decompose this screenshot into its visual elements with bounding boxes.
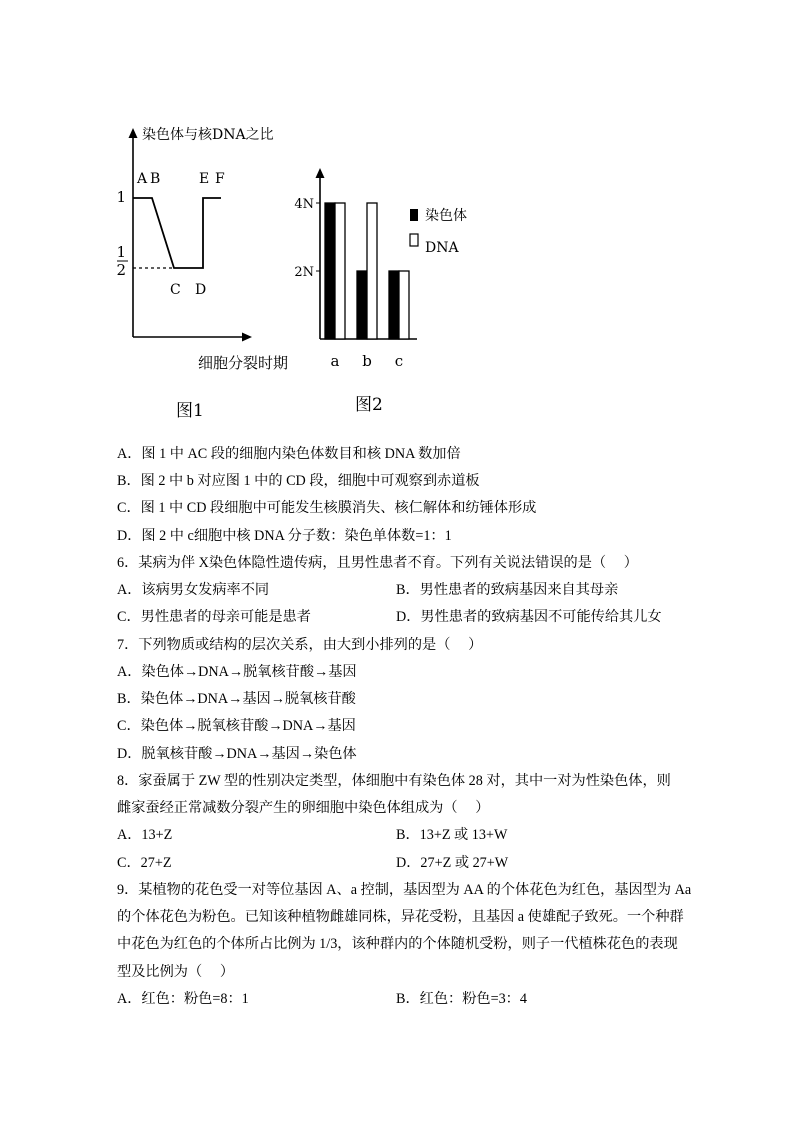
bar-b-dna	[367, 203, 377, 339]
fig2-y-ticks	[294, 197, 320, 280]
q8-stem-line-1: 8．家蚕属于 ZW 型的性别决定类型，体细胞中有染色体 28 对，其中一对为性染色体，则	[117, 773, 671, 789]
bar-c-dna	[399, 271, 409, 339]
ratio-curve	[133, 198, 221, 268]
q9-option-a: A．红色：粉色=8：1	[117, 991, 249, 1007]
bar-a-dna	[335, 203, 345, 339]
label-b: B	[150, 171, 161, 187]
q8-option-a: A．13+Z	[117, 827, 173, 843]
q6-option-a: A．该病男女发病率不同	[117, 582, 270, 598]
fig1-x-axis-title: 细胞分裂时期	[198, 354, 289, 372]
tick-one: 1	[116, 188, 126, 206]
fig2-caption: 图2	[355, 395, 383, 415]
tick-half-numerator: 1	[116, 243, 126, 261]
q9-stem-line-1: 9．某植物的花色受一对等位基因 A、a 控制，基因型为 AA 的个体花色为红色，基因型为 Aa	[117, 882, 692, 898]
q8-stem-line-2: 雌家蚕经正常减数分裂产生的卵细胞中染色体组成为（ ）	[117, 800, 490, 816]
label-d: D	[195, 282, 207, 298]
q9-stem-line-4: 型及比例为（ ）	[117, 964, 235, 980]
q9-option-b: B．红色：粉色=3：4	[396, 991, 527, 1007]
tick-label-4N: 4N	[294, 197, 314, 212]
category-label-b: b	[362, 352, 372, 370]
q8-option-d: D．27+Z 或 27+W	[396, 855, 509, 871]
q7-option-b: B．染色体→DNA→基因→脱氧核苷酸	[117, 691, 356, 707]
bar-c-chromosome	[389, 271, 399, 339]
label-a: A	[137, 171, 148, 187]
figure-2-bar-chart	[294, 162, 468, 424]
q5-option-c: C．图 1 中 CD 段细胞中可能发生核膜消失、核仁解体和纺锤体形成	[117, 500, 537, 516]
figure-2	[294, 162, 468, 424]
q7-option-d: D．脱氧核苷酸→DNA→基因→染色体	[117, 746, 357, 762]
q7-option-c: C．染色体→脱氧核苷酸→DNA→基因	[117, 718, 356, 734]
q8-option-c: C．27+Z	[117, 855, 172, 871]
tick-half-denominator: 2	[116, 261, 126, 279]
tick-label-2N: 2N	[294, 265, 314, 280]
q6-option-c: C．男性患者的母亲可能是患者	[117, 609, 311, 625]
label-f: F	[215, 171, 225, 187]
q6-option-d: D．男性患者的致病基因不可能传给其儿女	[396, 609, 662, 625]
legend-dna-label: DNA	[425, 240, 459, 256]
q9-stem-line-2: 的个体花色为粉色。已知该种植物雌雄同株，异花受粉，且基因 a 使雄配子致死。一个种群	[117, 909, 684, 925]
bar-a-chromosome	[325, 203, 335, 339]
x-axis-arrow	[242, 333, 252, 342]
category-label-c: c	[394, 352, 404, 370]
fig1-y-axis-title: 染色体与核DNA之比	[142, 127, 274, 143]
label-e: E	[199, 171, 210, 187]
legend-chromosome-label: 染色体	[425, 208, 467, 224]
q7-stem: 7．下列物质或结构的层次关系，由大到小排列的是（ ）	[117, 637, 483, 653]
bar-b-chromosome	[357, 271, 367, 339]
figure-1-graph	[112, 118, 289, 428]
label-c: C	[170, 282, 181, 298]
q7-option-a: A．染色体→DNA→脱氧核苷酸→基因	[117, 664, 357, 680]
fig2-bars	[325, 203, 409, 339]
legend-chromosome-swatch	[410, 209, 418, 221]
q5-option-d: D．图 2 中 c细胞中核 DNA 分子数：染色单体数=1：1	[117, 528, 452, 544]
q9-stem-line-3: 中花色为红色的个体所占比例为 1/3，该种群内的个体随机受粉，则子一代植株花色的表现	[117, 936, 678, 952]
q6-stem: 6．某病为伴 X染色体隐性遗传病，且男性患者不育。下列有关说法错误的是（ ）	[117, 555, 638, 571]
fig1-caption: 图1	[176, 401, 204, 421]
q8-option-b: B．13+Z 或 13+W	[396, 827, 508, 843]
fig2-category-labels	[331, 352, 404, 370]
category-label-a: a	[330, 352, 340, 370]
q6-option-b: B．男性患者的致病基因来自其母亲	[396, 582, 619, 598]
q5-option-a: A．图 1 中 AC 段的细胞内染色体数目和核 DNA 数加倍	[117, 446, 461, 462]
figure-1	[112, 118, 289, 428]
q5-option-b: B．图 2 中 b 对应图 1 中的 CD 段，细胞中可观察到赤道板	[117, 473, 480, 489]
legend-dna-swatch	[410, 234, 418, 246]
